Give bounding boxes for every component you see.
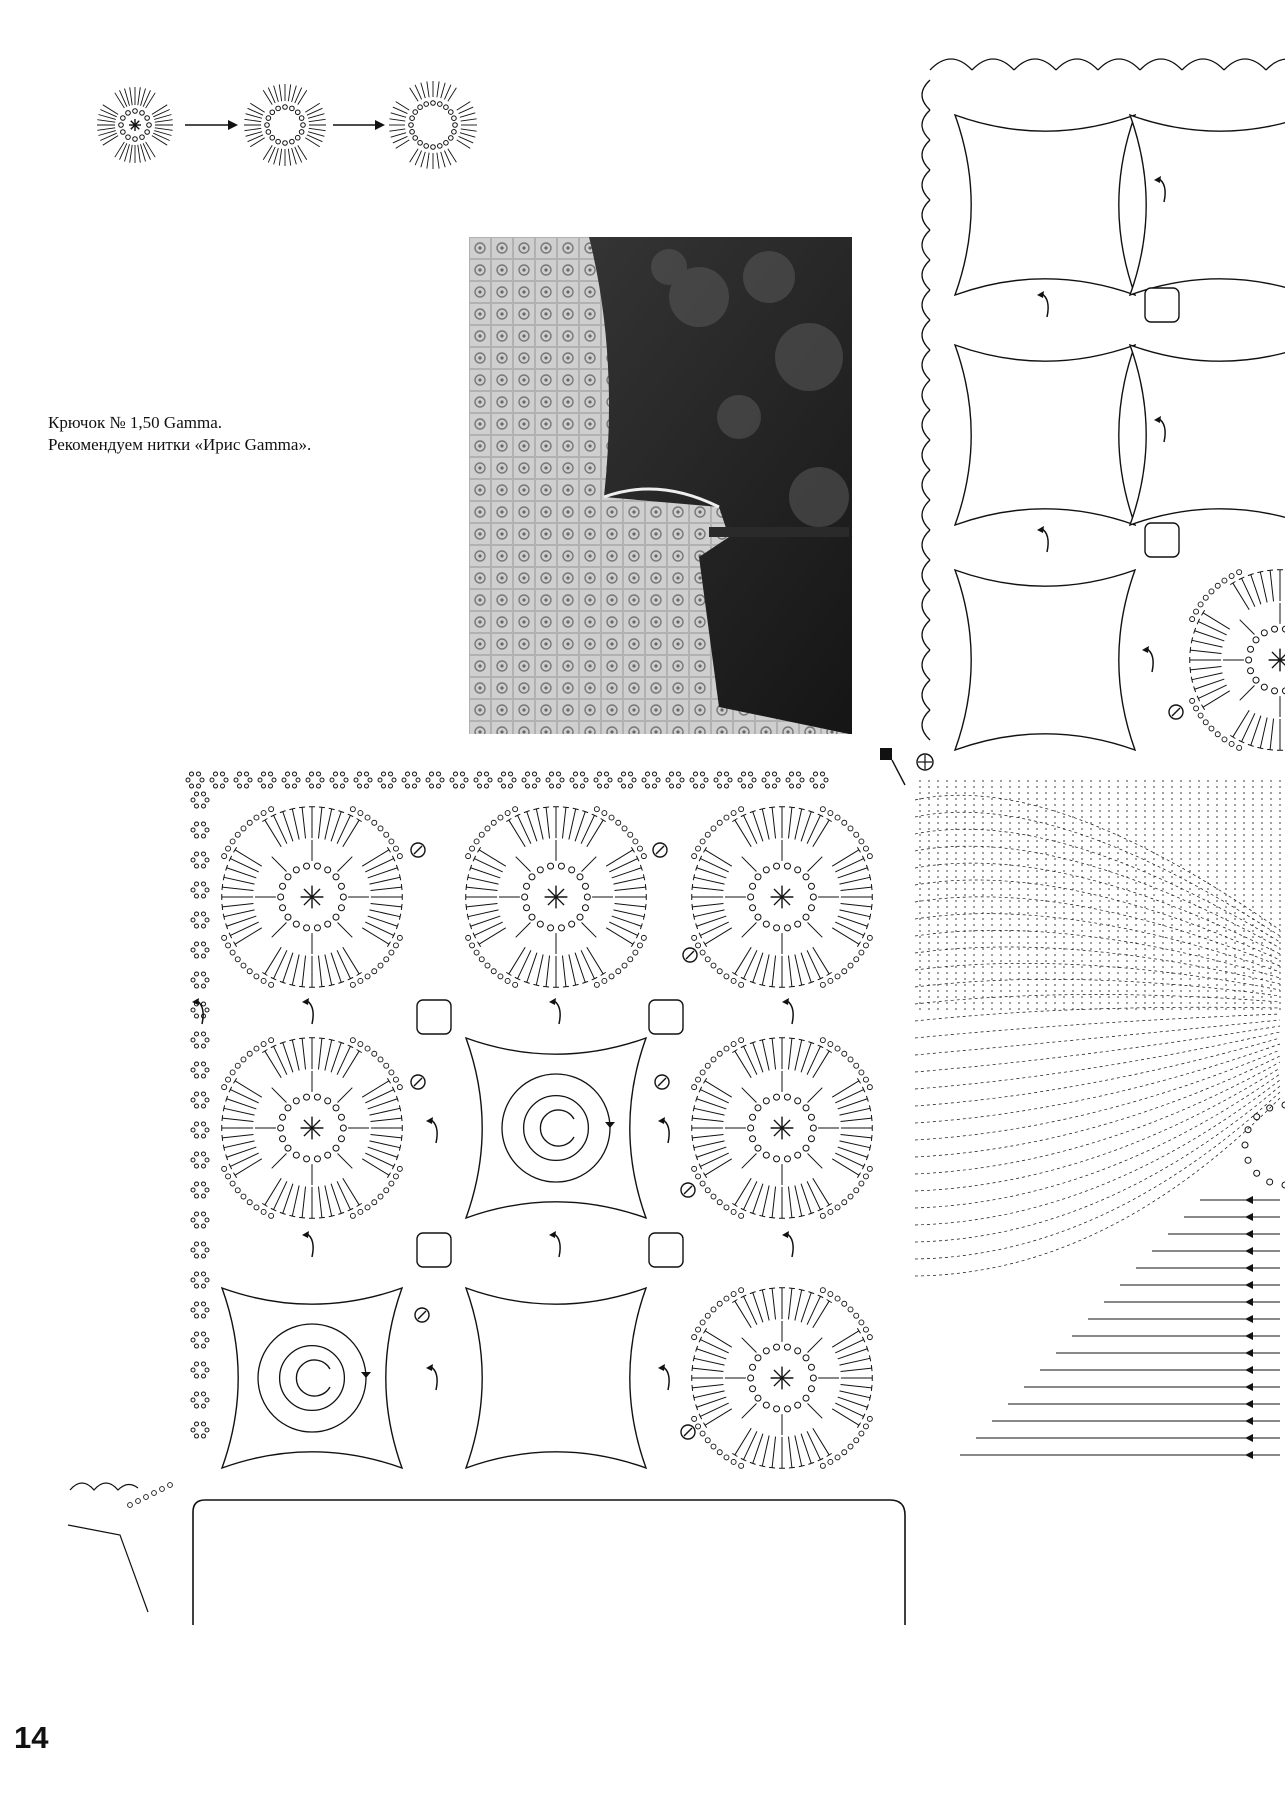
solid-square-motif bbox=[955, 345, 1135, 525]
join-square bbox=[417, 1000, 451, 1034]
asterisk-icon bbox=[545, 886, 568, 909]
round-flower-motif bbox=[692, 1038, 873, 1219]
circled-slash-icon bbox=[1169, 705, 1183, 719]
yarn-line: Рекомендуем нитки «Ирис Gamma». bbox=[48, 435, 312, 454]
spiral-square-motif bbox=[222, 1288, 402, 1468]
cloth-center-outline bbox=[193, 1500, 905, 1625]
join-square bbox=[1145, 523, 1179, 557]
asterisk-icon bbox=[129, 119, 141, 131]
motif-stage-1 bbox=[97, 87, 173, 163]
round-flower-motif bbox=[692, 807, 873, 988]
filled-square-icon bbox=[880, 748, 905, 785]
solid-square-motif bbox=[466, 1288, 646, 1468]
spiral-square-motif bbox=[466, 1038, 646, 1218]
curved-arrow-icon bbox=[549, 1231, 560, 1257]
corner-scallop bbox=[70, 1483, 138, 1490]
circled-slash-icon bbox=[681, 1425, 695, 1439]
circled-slash-icon bbox=[411, 843, 425, 857]
solid-square-motif bbox=[955, 115, 1135, 295]
curved-arrow-icon bbox=[549, 998, 560, 1024]
asterisk-icon bbox=[301, 1117, 324, 1140]
chart-center-filet bbox=[915, 780, 1285, 1459]
circled-slash-icon bbox=[681, 1183, 695, 1197]
join-square bbox=[417, 1233, 451, 1267]
curved-arrow-icon bbox=[302, 1231, 313, 1257]
join-square bbox=[649, 1000, 683, 1034]
curved-arrow-icon bbox=[1142, 646, 1153, 672]
motif-stage-2 bbox=[244, 84, 326, 166]
curved-arrow-icon bbox=[782, 1231, 793, 1257]
chart-top-panel bbox=[922, 59, 1285, 750]
hook-size-line: Крючок № 1,50 Gamma. bbox=[48, 413, 222, 432]
round-flower-motif bbox=[222, 807, 403, 988]
motif-stage-3 bbox=[389, 81, 477, 169]
solid-square-motif bbox=[1130, 345, 1285, 525]
solid-square-motif bbox=[955, 570, 1135, 750]
curved-arrow-icon bbox=[782, 998, 793, 1024]
asterisk-icon bbox=[771, 1367, 794, 1390]
round-flower-motif bbox=[466, 807, 647, 988]
circled-slash-icon bbox=[683, 948, 697, 962]
curved-arrow-icon bbox=[658, 1364, 669, 1390]
curved-arrow-icon bbox=[426, 1117, 437, 1143]
curved-arrow-icon bbox=[658, 1117, 669, 1143]
curved-arrow-icon bbox=[426, 1364, 437, 1390]
chart-bottom-frame bbox=[68, 1483, 905, 1625]
join-square bbox=[649, 1233, 683, 1267]
curved-arrow-icon bbox=[1037, 291, 1048, 317]
asterisk-icon bbox=[1269, 649, 1285, 672]
corner-edge bbox=[68, 1525, 148, 1612]
solid-square-motif bbox=[1130, 115, 1285, 295]
circled-slash-icon bbox=[411, 1075, 425, 1089]
round-flower-motif bbox=[1190, 570, 1285, 751]
asterisk-icon bbox=[771, 886, 794, 909]
circled-slash-icon bbox=[653, 843, 667, 857]
motif-progression-diagram bbox=[97, 81, 477, 169]
arrow-right-icon bbox=[333, 120, 385, 130]
round-flower-motif bbox=[692, 1288, 873, 1469]
asterisk-icon bbox=[301, 886, 324, 909]
circled-slash-icon bbox=[655, 1075, 669, 1089]
curved-arrow-icon bbox=[1037, 526, 1048, 552]
join-square bbox=[1145, 288, 1179, 322]
arrow-right-icon bbox=[185, 120, 238, 130]
chart-left-panel bbox=[186, 748, 933, 1468]
round-flower-motif bbox=[222, 1038, 403, 1219]
page-number: 14 bbox=[14, 1720, 49, 1755]
curved-arrow-icon bbox=[302, 998, 313, 1024]
circled-slash-icon bbox=[415, 1308, 429, 1322]
asterisk-icon bbox=[771, 1117, 794, 1140]
